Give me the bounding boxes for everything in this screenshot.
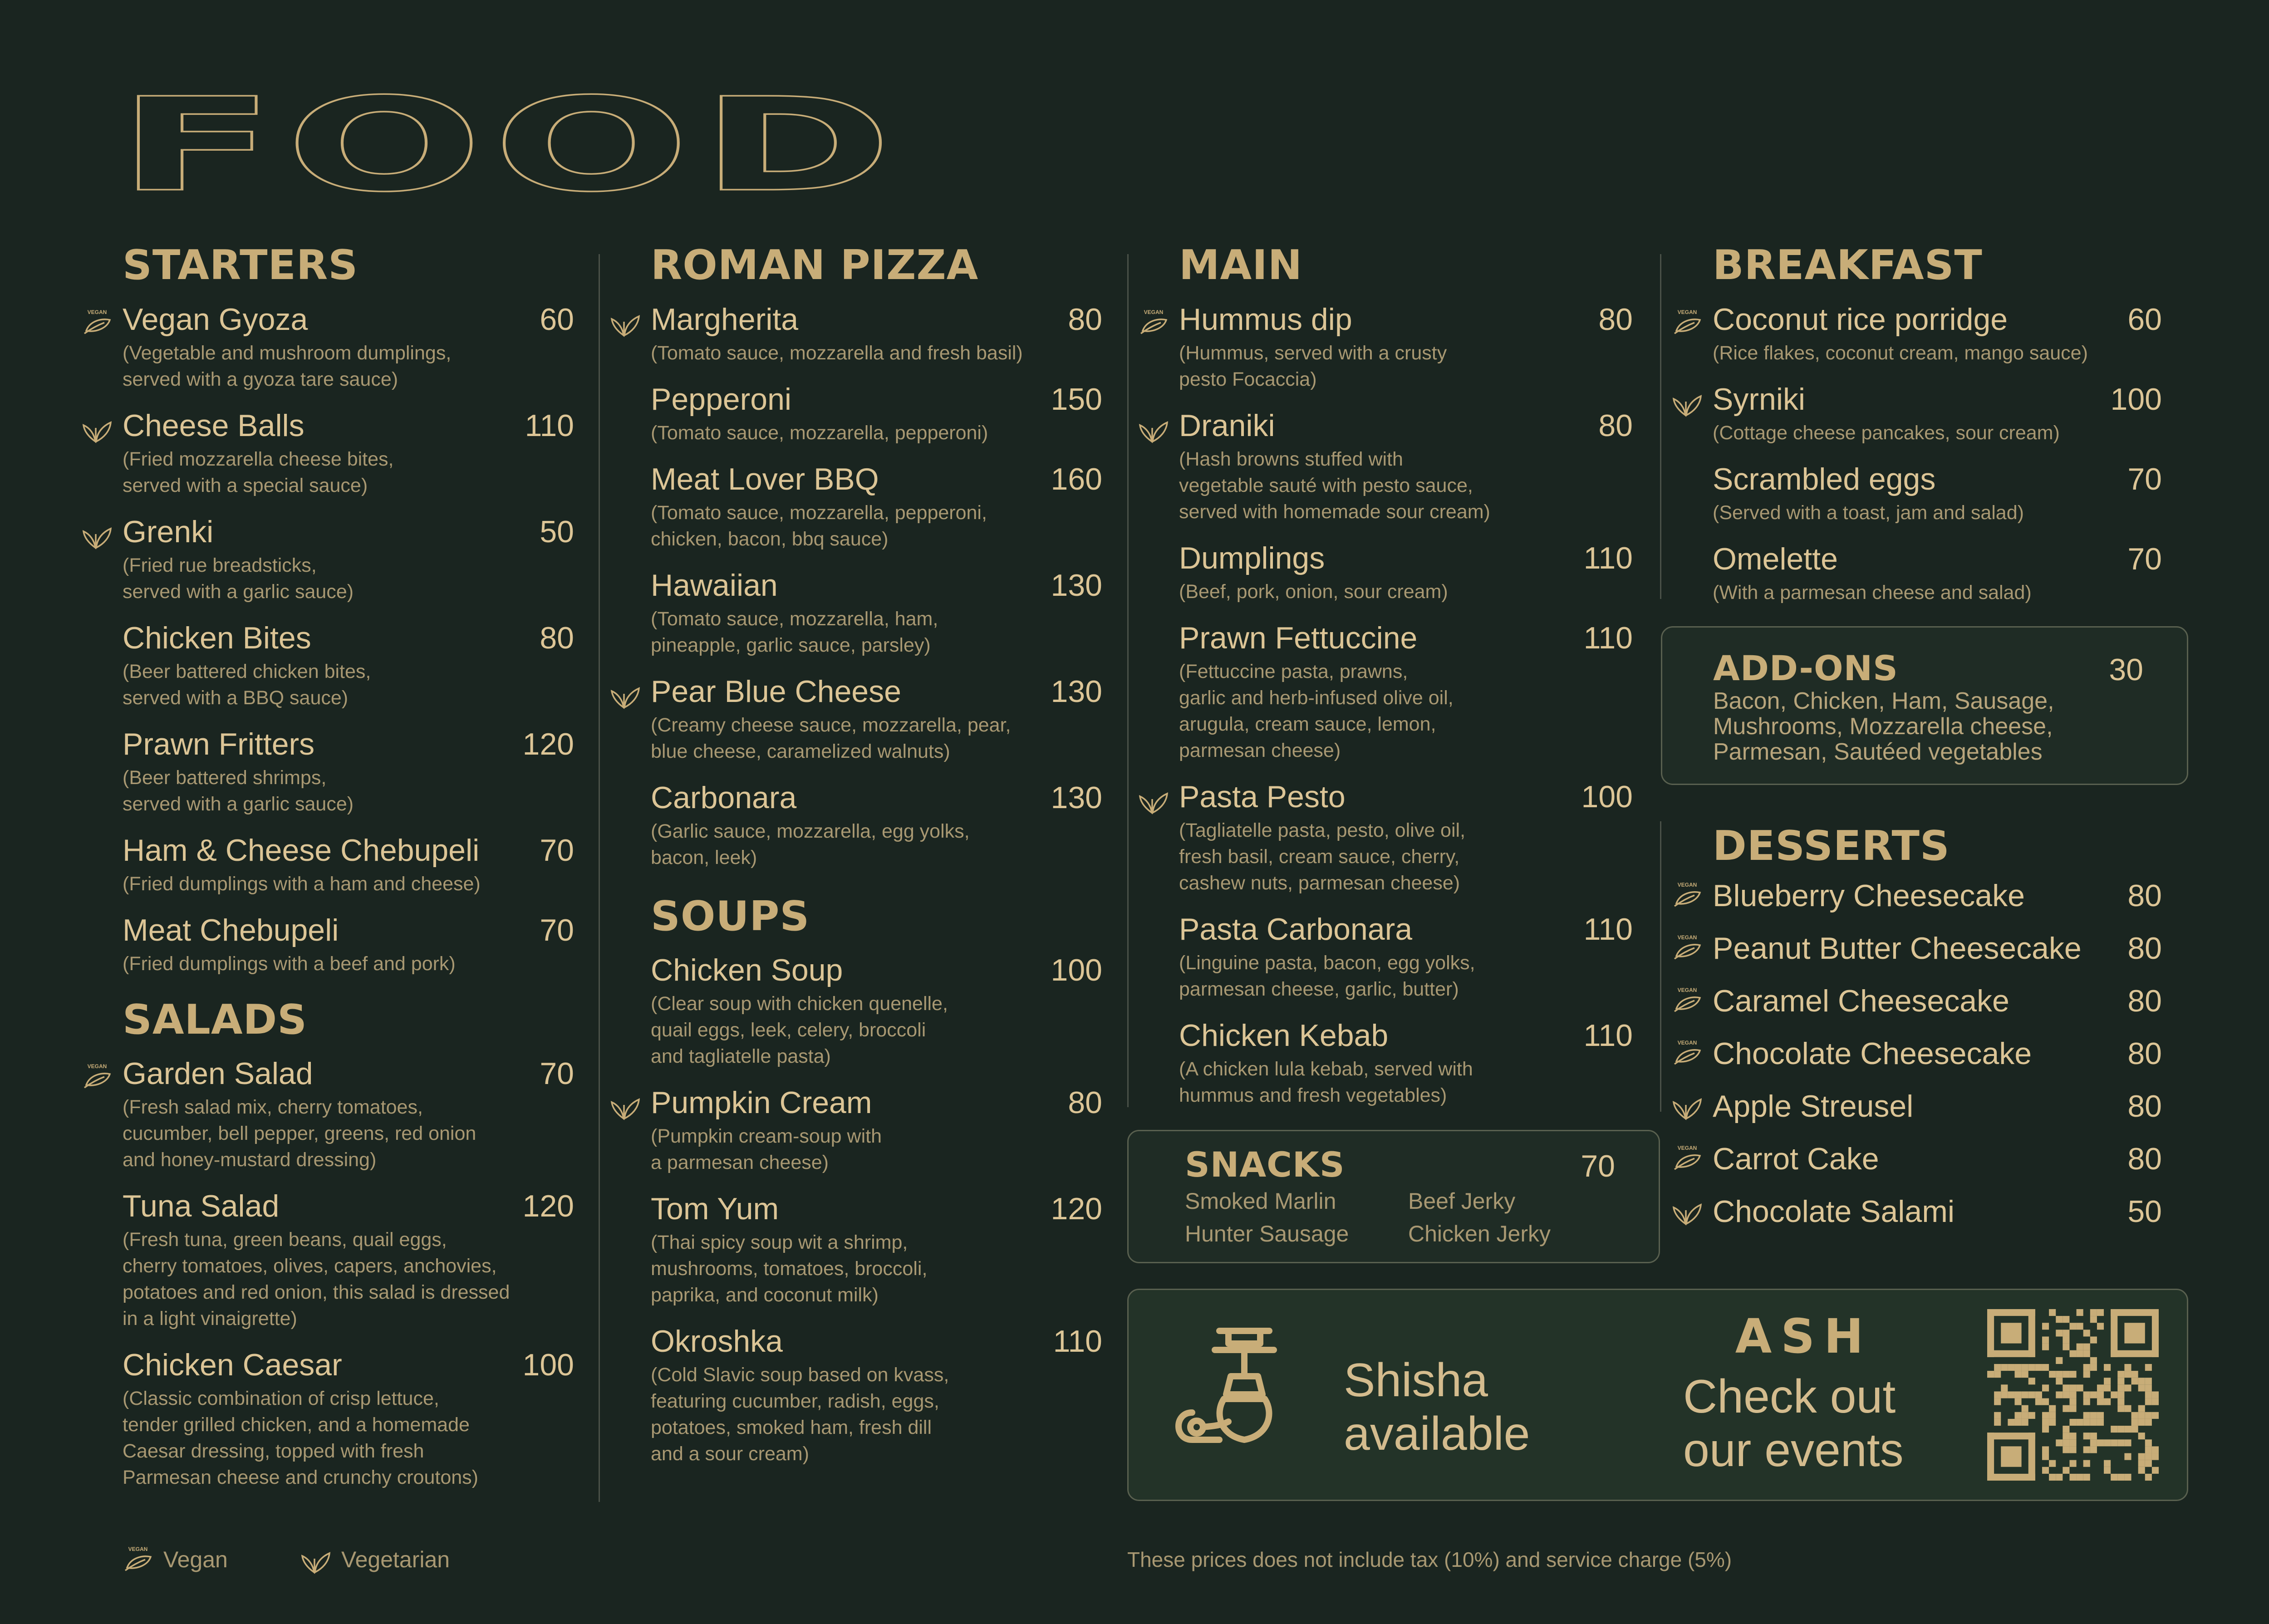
item-price: 130 bbox=[1051, 780, 1102, 815]
column-main bbox=[1144, 241, 1633, 1124]
menu-item bbox=[1179, 912, 1633, 1002]
item-price: 110 bbox=[1583, 620, 1633, 655]
item-description: tender grilled chicken, and a homemade bbox=[123, 1414, 470, 1436]
column-breakfast-desserts bbox=[1677, 241, 2162, 621]
item-name: Chocolate Cheesecake bbox=[1713, 1036, 2032, 1071]
menu-item bbox=[1677, 983, 2162, 1019]
menu-item bbox=[651, 1324, 1102, 1467]
menu-item bbox=[1677, 1141, 2162, 1177]
item-name: Chicken Soup bbox=[651, 953, 843, 987]
vegetarian-icon bbox=[609, 1091, 642, 1120]
column-pizza-soups bbox=[651, 241, 1102, 1482]
events-text: our events bbox=[1683, 1424, 1904, 1477]
item-description: (Tagliatelle pasta, pesto, olive oil, bbox=[1179, 819, 1466, 841]
item-price: 100 bbox=[522, 1348, 574, 1382]
item-price: 50 bbox=[540, 514, 574, 549]
item-description: parmesan cheese, garlic, butter) bbox=[1179, 978, 1459, 1000]
item-description: (Tomato sauce, mozzarella, ham, bbox=[651, 608, 938, 630]
section-title: BREAKFAST bbox=[1713, 241, 1983, 289]
item-description: mushrooms, tomatoes, broccoli, bbox=[651, 1258, 928, 1280]
item-price: 80 bbox=[1068, 302, 1102, 337]
menu-item bbox=[1179, 779, 1633, 896]
item-description: (Beer battered chicken bites, bbox=[123, 660, 371, 682]
item-description: (Garlic sauce, mozzarella, egg yolks, bbox=[651, 820, 970, 842]
item-price: 110 bbox=[525, 408, 574, 443]
item-price: 70 bbox=[2127, 461, 2162, 496]
item-description: pesto Focaccia) bbox=[1179, 368, 1317, 390]
item-description: and a sour cream) bbox=[651, 1443, 809, 1465]
item-description: (Tomato sauce, mozzarella, pepperoni, bbox=[651, 501, 987, 524]
item-price: 100 bbox=[1581, 779, 1633, 814]
menu-item bbox=[123, 514, 574, 605]
menu-item bbox=[1713, 541, 2162, 606]
section-salads bbox=[87, 996, 574, 1491]
svg-text:VEGAN: VEGAN bbox=[128, 1546, 148, 1552]
item-name: Omelette bbox=[1713, 541, 1838, 576]
item-description: arugula, cream sauce, lemon, bbox=[1179, 713, 1436, 735]
menu-item bbox=[1179, 540, 1633, 605]
item-description: in a light vinaigrette) bbox=[123, 1308, 297, 1330]
vegetarian-icon bbox=[609, 680, 642, 709]
item-name: Syrniki bbox=[1713, 382, 1806, 417]
vegan-badge bbox=[1137, 308, 1170, 337]
item-description: (Classic combination of crisp lettuce, bbox=[123, 1388, 439, 1409]
menu-item bbox=[87, 302, 574, 393]
svg-text:VEGAN: VEGAN bbox=[1677, 934, 1697, 941]
column-divider bbox=[599, 254, 600, 1502]
item-name: Chicken Kebab bbox=[1179, 1018, 1389, 1053]
item-description: chicken, bacon, bbq sauce) bbox=[651, 528, 889, 550]
section-desserts bbox=[1677, 822, 2162, 1246]
item-description: served with a special sauce) bbox=[123, 474, 368, 496]
vegetarian-badge bbox=[1137, 785, 1170, 814]
item-description: (Tomato sauce, mozzarella and fresh basil) bbox=[651, 342, 1023, 364]
vegan-icon bbox=[81, 308, 113, 337]
section-soups bbox=[651, 892, 1102, 1467]
vegetarian-icon bbox=[1671, 1091, 1704, 1120]
item-description: Parmesan cheese and crunchy croutons) bbox=[123, 1467, 478, 1488]
vegan-badge bbox=[1671, 1144, 1704, 1173]
menu-item bbox=[123, 833, 574, 897]
item-description: hummus and fresh vegetables) bbox=[1179, 1084, 1447, 1106]
item-name: Pear Blue Cheese bbox=[651, 674, 901, 709]
item-name: Tuna Salad bbox=[123, 1189, 280, 1223]
vegan-icon bbox=[81, 1062, 113, 1091]
item-description: cashew nuts, parmesan cheese) bbox=[1179, 872, 1460, 894]
menu-item bbox=[651, 952, 1102, 1070]
addons-text: Bacon, Chicken, Ham, Sausage, bbox=[1713, 688, 2054, 714]
vegetarian-badge bbox=[609, 680, 642, 709]
menu-item bbox=[123, 408, 574, 499]
item-description: served with a garlic sauce) bbox=[123, 580, 354, 603]
page-title: FOOD bbox=[117, 70, 903, 221]
item-description: (Linguine pasta, bacon, egg yolks, bbox=[1179, 952, 1475, 974]
item-price: 70 bbox=[2127, 541, 2162, 576]
item-description: quail eggs, leek, celery, broccoli bbox=[651, 1019, 926, 1041]
item-name: Pepperoni bbox=[651, 382, 792, 417]
legend-vegetarian bbox=[300, 1545, 450, 1574]
item-price: 70 bbox=[540, 833, 574, 868]
section-starters bbox=[87, 241, 574, 977]
vegetarian-icon bbox=[1137, 785, 1170, 814]
item-price: 80 bbox=[1068, 1085, 1102, 1120]
legend-label: Vegan bbox=[163, 1547, 228, 1572]
item-name: Chicken Bites bbox=[123, 620, 311, 655]
item-name: Cheese Balls bbox=[123, 408, 304, 443]
item-price: 100 bbox=[1051, 953, 1102, 987]
menu-item bbox=[651, 568, 1102, 658]
menu-item bbox=[651, 302, 1102, 366]
item-description: (Pumpkin cream-soup with bbox=[651, 1125, 882, 1147]
item-price: 50 bbox=[2127, 1194, 2162, 1229]
item-description: pineapple, garlic sauce, parsley) bbox=[651, 634, 931, 656]
section-title: SALADS bbox=[123, 996, 308, 1044]
vegan-badge bbox=[1671, 881, 1704, 910]
item-description: served with homemade sour cream) bbox=[1179, 500, 1490, 523]
item-description: (Hummus, served with a crusty bbox=[1179, 342, 1447, 364]
menu-item bbox=[1179, 620, 1633, 764]
item-name: Pumpkin Cream bbox=[651, 1085, 872, 1120]
item-description: (A chicken lula kebab, served with bbox=[1179, 1058, 1473, 1080]
snacks-title: SNACKS bbox=[1185, 1144, 1345, 1185]
item-price: 60 bbox=[2127, 302, 2162, 337]
section-title: SOUPS bbox=[651, 892, 810, 940]
vegan-badge bbox=[81, 308, 113, 337]
menu-item bbox=[651, 1085, 1102, 1176]
item-description: (With a parmesan cheese and salad) bbox=[1713, 581, 2032, 603]
legend-label: Vegetarian bbox=[341, 1547, 450, 1572]
svg-text:VEGAN: VEGAN bbox=[87, 309, 107, 315]
item-price: 110 bbox=[1583, 912, 1633, 947]
item-description: (Fried dumplings with a ham and cheese) bbox=[123, 873, 481, 895]
item-price: 80 bbox=[2127, 1036, 2162, 1071]
item-description: fresh basil, cream sauce, cherry, bbox=[1179, 845, 1460, 868]
item-price: 70 bbox=[540, 913, 574, 947]
svg-text:VEGAN: VEGAN bbox=[87, 1063, 107, 1070]
item-name: Dumplings bbox=[1179, 540, 1325, 575]
item-description: (Fresh salad mix, cherry tomatoes, bbox=[123, 1096, 423, 1118]
vegan-icon bbox=[1671, 1144, 1704, 1173]
item-description: potatoes, smoked ham, fresh dill bbox=[651, 1417, 932, 1438]
menu-item bbox=[1713, 461, 2162, 526]
item-description: (Fried mozzarella cheese bites, bbox=[123, 448, 394, 470]
vegan-icon bbox=[1671, 986, 1704, 1015]
menu-item bbox=[123, 913, 574, 977]
item-description: and honey-mustard dressing) bbox=[123, 1149, 377, 1171]
menu-item bbox=[651, 382, 1102, 446]
addons-box bbox=[1661, 626, 2188, 785]
item-description: (Cottage cheese pancakes, sour cream) bbox=[1713, 422, 2060, 444]
section-title: DESSERTS bbox=[1713, 822, 1950, 870]
column-starters-salads bbox=[87, 241, 574, 1506]
item-price: 120 bbox=[522, 1189, 574, 1223]
section-breakfast bbox=[1677, 241, 2162, 606]
item-name: Pasta Pesto bbox=[1179, 779, 1346, 814]
item-description: (Fresh tuna, green beans, quail eggs, bbox=[123, 1229, 447, 1251]
svg-text:VEGAN: VEGAN bbox=[1677, 309, 1697, 315]
menu-item bbox=[123, 726, 574, 817]
item-description: (Fried rue breadsticks, bbox=[123, 554, 317, 576]
addons-text: Parmesan, Sautéed vegetables bbox=[1713, 739, 2043, 765]
item-name: Meat Lover BBQ bbox=[651, 461, 879, 496]
item-description: served with a gyoza tare sauce) bbox=[123, 368, 398, 390]
item-description: bacon, leek) bbox=[651, 846, 757, 868]
item-price: 110 bbox=[1583, 540, 1633, 575]
section-title: MAIN bbox=[1179, 241, 1303, 289]
svg-text:VEGAN: VEGAN bbox=[1144, 309, 1164, 315]
item-name: Okroshka bbox=[651, 1324, 783, 1359]
vegetarian-badge bbox=[81, 520, 113, 550]
item-name: Prawn Fritters bbox=[123, 726, 315, 761]
item-name: Peanut Butter Cheesecake bbox=[1713, 931, 2082, 966]
menu-item bbox=[1144, 302, 1633, 393]
item-price: 110 bbox=[1053, 1324, 1102, 1359]
shisha-icon bbox=[1165, 1322, 1301, 1453]
item-name: Hummus dip bbox=[1179, 302, 1352, 337]
item-name: Caramel Cheesecake bbox=[1713, 983, 2009, 1018]
item-price: 80 bbox=[2127, 1089, 2162, 1124]
item-description: (Fried dumplings with a beef and pork) bbox=[123, 952, 456, 975]
menu-item bbox=[1677, 878, 2162, 913]
menu-item bbox=[1677, 931, 2162, 966]
snack-item: Hunter Sausage bbox=[1185, 1221, 1349, 1246]
item-description: (Cold Slavic soup based on kvass, bbox=[651, 1364, 949, 1386]
item-name: Pasta Carbonara bbox=[1179, 912, 1413, 947]
item-description: (Creamy cheese sauce, mozzarella, pear, bbox=[651, 714, 1011, 736]
item-price: 70 bbox=[540, 1056, 574, 1091]
menu-item bbox=[1677, 302, 2162, 366]
item-name: Ham & Cheese Chebupeli bbox=[123, 833, 480, 868]
item-description: (Rice flakes, coconut cream, mango sauce) bbox=[1713, 342, 2088, 364]
menu-item bbox=[1713, 1194, 2162, 1229]
svg-text:VEGAN: VEGAN bbox=[1677, 986, 1697, 993]
item-name: Vegan Gyoza bbox=[123, 302, 308, 337]
addons-price: 30 bbox=[2109, 653, 2143, 687]
item-name: Apple Streusel bbox=[1713, 1089, 1914, 1124]
item-name: Margherita bbox=[651, 302, 799, 337]
menu-item bbox=[651, 461, 1102, 552]
item-price: 120 bbox=[522, 726, 574, 761]
item-description: potatoes and red onion, this salad is dressed bbox=[123, 1281, 510, 1303]
item-price: 100 bbox=[2110, 382, 2162, 417]
item-name: Draniki bbox=[1179, 408, 1275, 443]
snacks-box bbox=[1127, 1130, 1660, 1263]
vegan-icon bbox=[1671, 933, 1704, 962]
vegan-badge bbox=[1671, 986, 1704, 1015]
item-name: Tom Yum bbox=[651, 1192, 779, 1226]
column-divider bbox=[1660, 821, 1661, 1112]
item-description: (Beer battered shrimps, bbox=[123, 766, 327, 789]
vegetarian-icon bbox=[81, 414, 113, 443]
item-price: 80 bbox=[540, 620, 574, 655]
column-divider bbox=[1127, 254, 1129, 1107]
item-description: cucumber, bell pepper, greens, red onion bbox=[123, 1123, 476, 1144]
menu-item bbox=[1179, 408, 1633, 525]
item-price: 130 bbox=[1051, 674, 1102, 709]
menu-item bbox=[1713, 1089, 2162, 1124]
vegetarian-badge bbox=[1671, 1197, 1704, 1226]
menu-item bbox=[1677, 1036, 2162, 1071]
item-name: Hawaiian bbox=[651, 568, 778, 603]
svg-text:VEGAN: VEGAN bbox=[1677, 1039, 1697, 1046]
menu-item bbox=[1179, 1018, 1633, 1109]
item-name: Garden Salad bbox=[123, 1056, 313, 1091]
vegan-icon bbox=[122, 1545, 154, 1574]
vegan-badge bbox=[1671, 308, 1704, 337]
item-description: (Tomato sauce, mozzarella, pepperoni) bbox=[651, 422, 988, 444]
item-price: 150 bbox=[1051, 382, 1102, 417]
item-description: (Served with a toast, jam and salad) bbox=[1713, 501, 2024, 524]
item-description: vegetable sauté with pesto sauce, bbox=[1179, 474, 1473, 496]
vegetarian-badge bbox=[609, 1091, 642, 1120]
vegetarian-badge bbox=[1671, 388, 1704, 417]
item-description: (Thai spicy soup wit a shrimp, bbox=[651, 1231, 908, 1253]
snack-item: Beef Jerky bbox=[1408, 1188, 1516, 1214]
vegetarian-icon bbox=[1137, 414, 1170, 443]
item-description: (Fettuccine pasta, prawns, bbox=[1179, 660, 1408, 682]
item-price: 80 bbox=[2127, 878, 2162, 913]
menu-item bbox=[87, 1056, 574, 1173]
vegan-icon bbox=[1671, 881, 1704, 910]
vegetarian-badge bbox=[1671, 1091, 1704, 1120]
item-price: 160 bbox=[1051, 461, 1102, 496]
ash-logo: ASH bbox=[1735, 1309, 1873, 1364]
vegetarian-icon bbox=[81, 520, 113, 550]
snacks-price: 70 bbox=[1581, 1149, 1615, 1183]
item-description: Caesar dressing, topped with fresh bbox=[123, 1440, 424, 1462]
item-description: blue cheese, caramelized walnuts) bbox=[651, 740, 950, 762]
item-description: and tagliatelle pasta) bbox=[651, 1045, 831, 1067]
item-description: (Clear soup with chicken quenelle, bbox=[651, 993, 948, 1015]
item-name: Carrot Cake bbox=[1713, 1141, 1879, 1176]
item-name: Coconut rice porridge bbox=[1713, 302, 2008, 337]
item-price: 80 bbox=[2127, 1141, 2162, 1176]
item-price: 130 bbox=[1051, 568, 1102, 603]
promo-box bbox=[1127, 1289, 2188, 1501]
item-description: served with a BBQ sauce) bbox=[123, 687, 349, 709]
section-title: STARTERS bbox=[123, 241, 359, 289]
vegan-icon bbox=[1671, 1039, 1704, 1068]
section-main bbox=[1144, 241, 1633, 1109]
item-price: 60 bbox=[540, 302, 574, 337]
section-title: ROMAN PIZZA bbox=[651, 241, 979, 289]
item-description: served with a garlic sauce) bbox=[123, 793, 354, 815]
addons-text: Mushrooms, Mozzarella cheese, bbox=[1713, 713, 2053, 740]
item-name: Chocolate Salami bbox=[1713, 1194, 1955, 1229]
qr-code[interactable] bbox=[1987, 1309, 2159, 1481]
vegetarian-icon bbox=[609, 308, 642, 337]
item-name: Grenki bbox=[123, 514, 214, 549]
item-description: (Vegetable and mushroom dumplings, bbox=[123, 342, 452, 364]
item-description: (Hash browns stuffed with bbox=[1179, 448, 1403, 470]
vegan-icon bbox=[1137, 308, 1170, 337]
item-description: cherry tomatoes, olives, capers, anchovies, bbox=[123, 1255, 497, 1277]
snack-item: Smoked Marlin bbox=[1185, 1188, 1336, 1214]
item-description: (Beef, pork, onion, sour cream) bbox=[1179, 580, 1448, 603]
legend-vegan bbox=[122, 1545, 228, 1574]
item-price: 120 bbox=[1051, 1192, 1102, 1226]
item-name: Prawn Fettuccine bbox=[1179, 620, 1418, 655]
events-text: Check out bbox=[1683, 1370, 1896, 1423]
item-description: a parmesan cheese) bbox=[651, 1152, 829, 1173]
vegan-badge bbox=[1671, 933, 1704, 962]
menu-item bbox=[123, 1188, 574, 1332]
vegetarian-icon bbox=[1671, 1197, 1704, 1226]
section-roman-pizza bbox=[651, 241, 1102, 871]
shisha-text: available bbox=[1344, 1408, 1530, 1460]
menu-item bbox=[651, 1191, 1102, 1308]
item-price: 80 bbox=[1598, 302, 1633, 337]
item-description: paprika, and coconut milk) bbox=[651, 1284, 879, 1306]
item-name: Scrambled eggs bbox=[1713, 461, 1936, 496]
vegetarian-icon bbox=[1671, 388, 1704, 417]
item-price: 80 bbox=[2127, 931, 2162, 966]
vegan-icon bbox=[1671, 308, 1704, 337]
vegan-badge bbox=[1671, 1039, 1704, 1068]
menu-item bbox=[651, 780, 1102, 871]
tax-footnote: These prices does not include tax (10%) and service charge (5%) bbox=[1127, 1548, 1732, 1571]
item-price: 110 bbox=[1583, 1018, 1633, 1053]
item-price: 80 bbox=[2127, 983, 2162, 1018]
column-divider bbox=[1660, 254, 1661, 599]
item-name: Carbonara bbox=[651, 780, 797, 815]
vegetarian-badge bbox=[609, 308, 642, 337]
item-name: Meat Chebupeli bbox=[123, 913, 339, 947]
item-description: featuring cucumber, radish, eggs, bbox=[651, 1390, 939, 1412]
shisha-text: Shisha bbox=[1344, 1354, 1488, 1407]
svg-text:VEGAN: VEGAN bbox=[1677, 1144, 1697, 1151]
snack-item: Chicken Jerky bbox=[1408, 1221, 1551, 1246]
vegan-badge bbox=[81, 1062, 113, 1091]
menu-item bbox=[123, 1347, 574, 1491]
vegetarian-badge bbox=[81, 414, 113, 443]
vegetarian-icon bbox=[300, 1545, 332, 1574]
menu-item bbox=[651, 674, 1102, 765]
item-price: 80 bbox=[1598, 408, 1633, 443]
vegetarian-badge bbox=[1137, 414, 1170, 443]
addons-title: ADD-ONS bbox=[1713, 648, 1898, 688]
svg-text:VEGAN: VEGAN bbox=[1677, 881, 1697, 888]
menu-item bbox=[123, 620, 574, 711]
item-description: garlic and herb-infused olive oil, bbox=[1179, 687, 1454, 709]
item-name: Chicken Caesar bbox=[123, 1348, 342, 1382]
menu-item bbox=[1713, 382, 2162, 446]
item-name: Blueberry Cheesecake bbox=[1713, 878, 2025, 913]
item-description: parmesan cheese) bbox=[1179, 739, 1341, 761]
